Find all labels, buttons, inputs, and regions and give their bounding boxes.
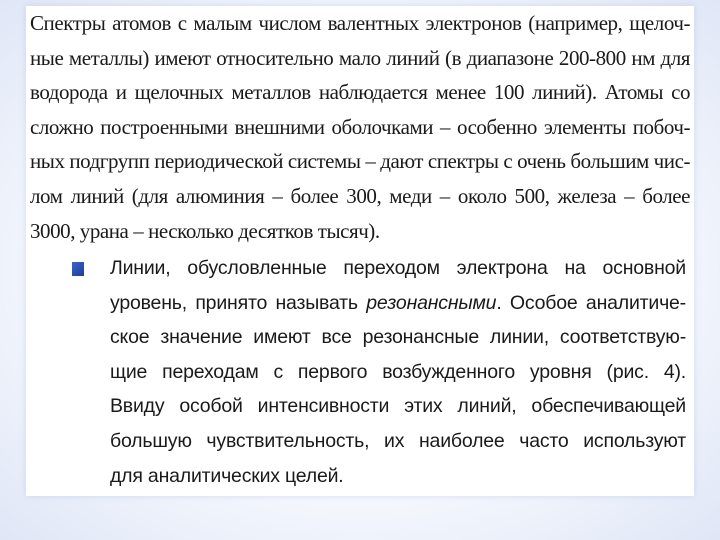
text-segment: уровень, принято называть (110, 291, 367, 314)
text-line: Ввиду особой интенсивности этих линий, обеспечивающей (110, 395, 686, 418)
text-line: 3000, урана – несколько десятков тысяч). (30, 218, 380, 243)
text-line: лом линий (для алюминия – более 300, меди – около 500, железа – более (30, 183, 690, 208)
emphasis-resonance-term: резонансными (366, 291, 497, 314)
text-segment: . Особое аналитиче- (496, 291, 686, 314)
text-line: Спектры атомов с малым числом валентных электронов (например, щелоч- (30, 11, 690, 35)
text-line: Линии, обусловленные переходом электрона на основной (110, 257, 686, 279)
text-line: большую чувствительность, их наиболее часто используют (110, 429, 686, 452)
text-line: ское значение имеют все резонансные линии, соответствую- (110, 326, 686, 349)
document-page (26, 6, 694, 496)
text-line: ные металлы) имеют относительно мало линий (в диапазоне 200-800 нм для (30, 45, 690, 70)
text-line: сложно построенными внешними оболочками – особенно элементы побоч- (30, 114, 690, 139)
text-line: водорода и щелочных металлов наблюдается менее 100 линий). Атомы со (30, 80, 690, 105)
text-line: щие переходам с первого возбужденного уровня (рис. 4). (110, 360, 686, 383)
text-line: ных подгрупп периодической системы – дают спектры с очень большим чис- (30, 149, 690, 174)
text-line (110, 286, 686, 321)
bullet-square-icon (72, 262, 84, 276)
text-line: для аналитических целей. (110, 464, 344, 487)
paragraph-resonance-lines (110, 251, 686, 493)
paragraph-spectra-intro (30, 6, 690, 248)
